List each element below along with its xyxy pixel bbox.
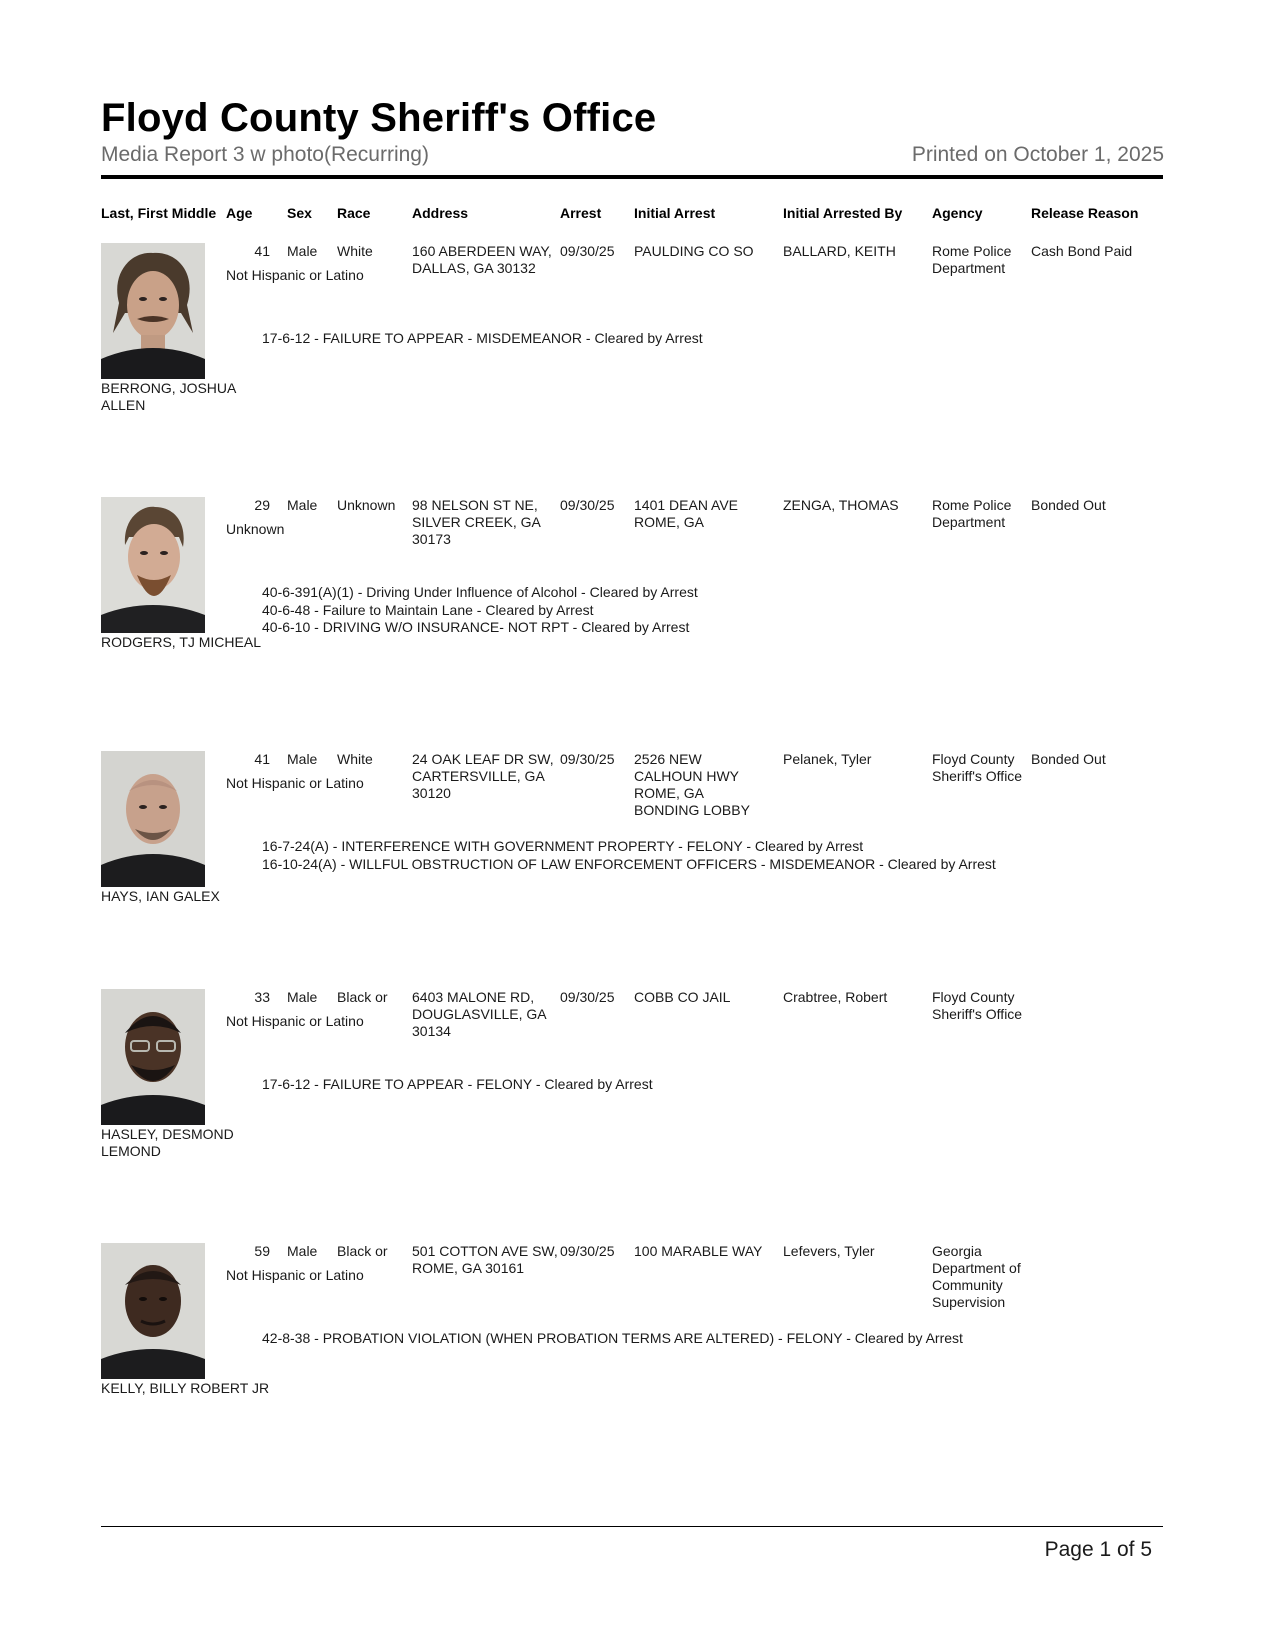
report-title: Floyd County Sheriff's Office xyxy=(101,96,657,140)
mugshot-photo xyxy=(101,751,205,887)
agency: Rome Police Department xyxy=(932,243,1012,276)
ethnicity: Not Hispanic or Latino xyxy=(226,775,364,791)
inmate-name: BERRONG, JOSHUA ALLEN xyxy=(101,380,236,413)
col-race: Race xyxy=(337,205,371,221)
col-initial-arrest: Initial Arrest xyxy=(634,205,716,221)
initial-arrest: COBB CO JAIL xyxy=(634,989,731,1005)
charge-line: 17-6-12 - FAILURE TO APPEAR - FELONY - Cleared by Arrest xyxy=(262,1076,653,1092)
mugshot-photo xyxy=(101,243,205,379)
charges-list xyxy=(262,330,703,348)
charge-line: 42-8-38 - PROBATION VIOLATION (WHEN PROBATION TERMS ARE ALTERED) - FELONY - Cleared by Arrest xyxy=(262,1330,963,1346)
arrest-date: 09/30/25 xyxy=(560,497,615,513)
col-arrest: Arrest xyxy=(560,205,602,221)
initial-arrest: PAULDING CO SO xyxy=(634,243,754,259)
col-agency: Agency xyxy=(932,205,983,221)
report-subtitle: Media Report 3 w photo(Recurring) xyxy=(101,143,429,166)
age: 59 xyxy=(254,1243,270,1259)
col-name: Last, First Middle xyxy=(101,205,217,221)
sex: Male xyxy=(287,497,318,513)
ethnicity: Not Hispanic or Latino xyxy=(226,1013,364,1029)
arrested-by: Pelanek, Tyler xyxy=(783,751,872,767)
address: 24 OAK LEAF DR SW, CARTERSVILLE, GA 30120 xyxy=(412,751,554,801)
ethnicity: Not Hispanic or Latino xyxy=(226,1267,364,1283)
arrested-by: Crabtree, Robert xyxy=(783,989,888,1005)
age: 41 xyxy=(254,243,270,259)
ethnicity: Unknown xyxy=(226,521,285,537)
agency: Rome Police Department xyxy=(932,497,1012,530)
charge-line: 40-6-10 - DRIVING W/O INSURANCE- NOT RPT - Cleared by Arrest xyxy=(262,619,690,635)
footer-divider xyxy=(101,1526,1163,1527)
inmate-record xyxy=(0,1243,1265,1483)
arrest-date: 09/30/25 xyxy=(560,989,615,1005)
col-address: Address xyxy=(412,205,469,221)
arrest-date: 09/30/25 xyxy=(560,751,615,767)
release-reason: Bonded Out xyxy=(1031,751,1106,767)
arrested-by: ZENGA, THOMAS xyxy=(783,497,899,513)
sex: Male xyxy=(287,1243,318,1259)
race: White xyxy=(337,243,373,259)
age: 41 xyxy=(254,751,270,767)
release-reason: Bonded Out xyxy=(1031,497,1106,513)
sex: Male xyxy=(287,989,318,1005)
col-age: Age xyxy=(226,205,253,221)
address: 98 NELSON ST NE, SILVER CREEK, GA 30173 xyxy=(412,497,541,547)
mugshot-photo xyxy=(101,1243,205,1379)
arrest-date: 09/30/25 xyxy=(560,243,615,259)
mugshot-photo xyxy=(101,497,205,633)
charge-line: 40-6-48 - Failure to Maintain Lane - Cleared by Arrest xyxy=(262,601,594,618)
agency: Floyd County Sheriff's Office xyxy=(932,751,1023,784)
charges-list xyxy=(262,1076,653,1094)
agency: Floyd County Sheriff's Office xyxy=(932,989,1023,1022)
inmate-record xyxy=(0,751,1265,991)
race: Black or xyxy=(337,989,388,1005)
col-arrested-by: Initial Arrested By xyxy=(783,205,903,221)
inmate-record xyxy=(0,497,1265,737)
printed-date: Printed on October 1, 2025 xyxy=(911,143,1164,166)
arrest-date: 09/30/25 xyxy=(560,1243,615,1259)
inmate-name: HAYS, IAN GALEX xyxy=(101,888,220,904)
address: 501 COTTON AVE SW, ROME, GA 30161 xyxy=(412,1243,558,1276)
charge-line: 17-6-12 - FAILURE TO APPEAR - MISDEMEANOR - Cleared by Arrest xyxy=(262,330,703,346)
charge-line: 16-10-24(A) - WILLFUL OBSTRUCTION OF LAW ENFORCEMENT OFFICERS - MISDEMEANOR - Cleared by Arrest xyxy=(262,855,996,872)
race: Unknown xyxy=(337,497,396,513)
initial-arrest: 1401 DEAN AVE ROME, GA xyxy=(634,497,739,530)
release-reason: Cash Bond Paid xyxy=(1031,243,1133,259)
age: 33 xyxy=(254,989,270,1005)
col-sex: Sex xyxy=(287,205,312,221)
header-divider xyxy=(101,175,1163,179)
page-number: Page 1 of 5 xyxy=(1044,1538,1152,1561)
charges-list xyxy=(262,584,698,637)
charge-line: 40-6-391(A)(1) - Driving Under Influence of Alcohol - Cleared by Arrest xyxy=(262,584,698,600)
inmate-record xyxy=(0,243,1265,483)
address: 160 ABERDEEN WAY, DALLAS, GA 30132 xyxy=(412,243,552,276)
inmate-name: HASLEY, DESMOND LEMOND xyxy=(101,1126,234,1159)
initial-arrest: 2526 NEW CALHOUN HWY ROME, GA BONDING LOBBY xyxy=(634,751,750,818)
agency: Georgia Department of Community Supervision xyxy=(932,1243,1021,1310)
charge-line: 16-7-24(A) - INTERFERENCE WITH GOVERNMENT PROPERTY - FELONY - Cleared by Arrest xyxy=(262,838,864,854)
charges-list xyxy=(262,838,996,873)
arrested-by: Lefevers, Tyler xyxy=(783,1243,875,1259)
sex: Male xyxy=(287,243,318,259)
col-release: Release Reason xyxy=(1031,205,1139,221)
charges-list xyxy=(262,1330,963,1348)
initial-arrest: 100 MARABLE WAY xyxy=(634,1243,763,1259)
sex: Male xyxy=(287,751,318,767)
inmate-record xyxy=(0,989,1265,1229)
ethnicity: Not Hispanic or Latino xyxy=(226,267,364,283)
mugshot-photo xyxy=(101,989,205,1125)
race: Black or xyxy=(337,1243,388,1259)
arrested-by: BALLARD, KEITH xyxy=(783,243,896,259)
inmate-name: RODGERS, TJ MICHEAL xyxy=(101,634,261,650)
inmate-name: KELLY, BILLY ROBERT JR xyxy=(101,1380,270,1396)
race: White xyxy=(337,751,373,767)
address: 6403 MALONE RD, DOUGLASVILLE, GA 30134 xyxy=(412,989,546,1039)
age: 29 xyxy=(254,497,270,513)
